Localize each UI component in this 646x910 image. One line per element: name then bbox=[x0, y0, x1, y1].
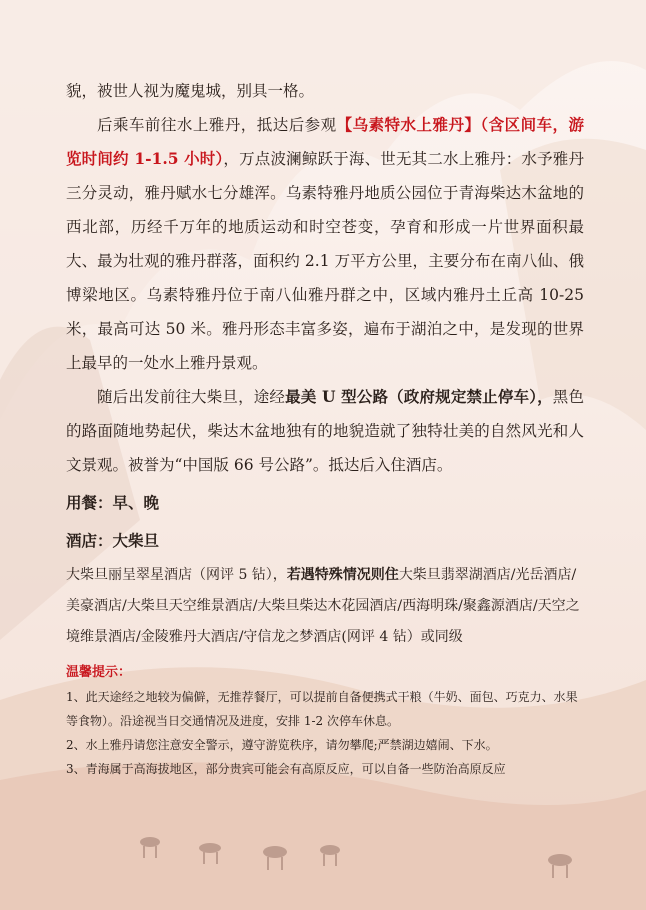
tip-item: 1、此天途经之地较为偏僻，无推荐餐厅，可以提前自备便携式干粮（牛奶、面包、巧克力、水果等食物）。沿途视当日交通情况及进度，安排 1-2 次停车休息。 bbox=[66, 690, 578, 728]
text-run: 后乘车前往水上雅丹，抵达后参观 bbox=[97, 116, 337, 134]
paragraph-intro-tail: 貌，被世人视为魔鬼城，别具一格。 bbox=[66, 82, 315, 100]
meals-heading: 用餐：早、晚 bbox=[66, 494, 160, 512]
text-run: 大柴旦丽呈翠星酒店（网评 5 钻）， bbox=[66, 567, 287, 583]
text-run: 随后出发前往大柴旦，途经 bbox=[97, 388, 286, 406]
tip-item: 2、水上雅丹请您注意安全警示，遵守游览秩序，请勿攀爬;严禁湖边嬉闹、下水。 bbox=[66, 738, 498, 752]
road-highlight: 最美 U 型公路（政府规定禁止停车）， bbox=[285, 387, 553, 406]
paragraph-water-yardang bbox=[66, 108, 584, 380]
alternate-hotel-note: 若遇特殊情况则住 bbox=[286, 567, 399, 583]
hotel-list bbox=[66, 560, 584, 653]
text-run: 黑色的路面随地势起伏，柴达木盆地独有的地貌造就了独特壮美的自然风光和人文景观。被誉为“中国版 66 号公路”。抵达后入住酒店。 bbox=[66, 388, 584, 474]
tips-title: 温馨提示： bbox=[66, 665, 132, 680]
text-run: ，万点波澜鲸跃于海、世无其二水上雅丹：水予雅丹三分灵动，雅丹赋水七分雄浑。乌素特雅丹地质公园位于青海柴达木盆地的西北部，历经千万年的地质运动和时空苍变，孕育和形成一片世界面积最大、最为壮观的雅丹群落，面积约 2.1 万平方公里，主要分布在南八仙、俄博梁地区。乌素特雅丹位于南八仙雅丹群之中，区域内雅丹土丘高 10-25 米，最高可达 50 米。雅丹形态丰富多姿，遍布于湖泊之中，是发现的世界上最早的一处水上雅丹景观。 bbox=[66, 150, 584, 372]
paragraph-u-road bbox=[66, 380, 584, 482]
tip-item: 3、青海属于高海拔地区，部分贵宾可能会有高原反应，可以自备一些防治高原反应 bbox=[66, 762, 506, 776]
hotel-heading: 酒店：大柴旦 bbox=[66, 532, 160, 550]
text-run: 大柴旦翡翠湖酒店/光岳酒店/美豪酒店/大柴旦天空维景酒店/大柴旦柴达木花园酒店/西海明珠/聚鑫源酒店/天空之境维景酒店/金陵雅丹大酒店/守信龙之梦酒店(网评 4 钻）或同级 bbox=[66, 567, 580, 645]
attraction-highlight: 【乌素特水上雅丹】（含区间车，游览时间约 1-1.5 小时） bbox=[66, 115, 584, 168]
itinerary-page bbox=[66, 74, 584, 781]
